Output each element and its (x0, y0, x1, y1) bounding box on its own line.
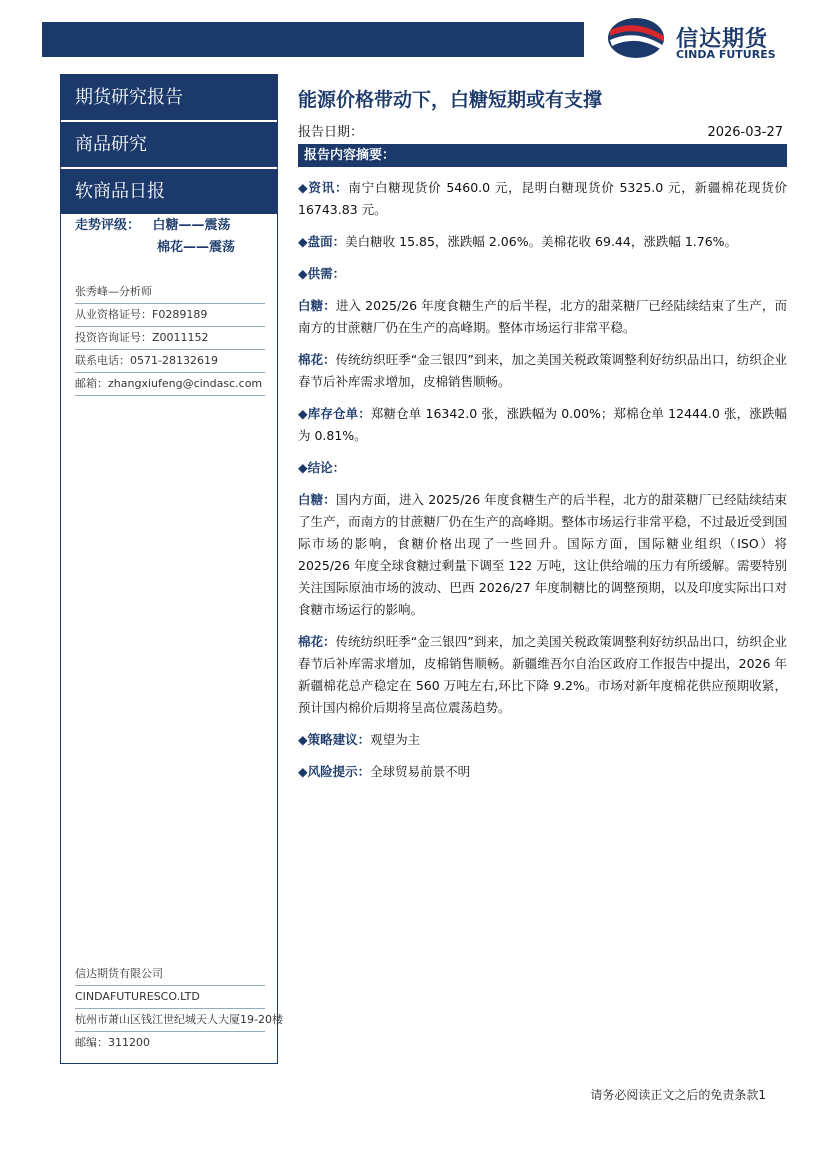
risk-label: 风险提示： (307, 764, 371, 779)
sidebar-block-category: 商品研究 (61, 122, 277, 167)
risk-paragraph (298, 761, 787, 783)
market-text: 美白糖收 15.85，涨跌幅 2.06%。美棉花收 69.44，涨跌幅 1.76%。 (345, 234, 738, 249)
diamond-bullet-icon: ◆ (298, 406, 308, 421)
rating-label: 走势评级： (75, 218, 141, 233)
analyst-email: 邮箱：zhangxiufeng@cindasc.com (75, 373, 265, 396)
strategy-label: 策略建议： (307, 732, 371, 747)
conclusion-label: 结论： (307, 460, 346, 475)
company-name-en: CINDAFUTURESCO.LTD (75, 986, 265, 1009)
diamond-bullet-icon: ◆ (298, 460, 308, 475)
diamond-bullet-icon: ◆ (298, 266, 308, 281)
supply-sugar-paragraph (298, 295, 787, 339)
diamond-bullet-icon: ◆ (298, 234, 308, 249)
news-paragraph (298, 177, 787, 221)
report-date-label: 报告日期： (298, 125, 364, 140)
inventory-text: 郑糖仓单 16342.0 张，涨跌幅为 0.00%；郑棉仓单 12444.0 张，涨跌幅为 0.81%。 (298, 406, 787, 443)
sidebar-block-report-type: 期货研究报告 (61, 75, 277, 120)
supply-label: 供需： (307, 266, 346, 281)
trend-rating (75, 215, 235, 259)
sugar-label: 白糖： (298, 492, 336, 507)
news-text: 南宁白糖现货价 5460.0 元，昆明白糖现货价 5325.0 元，新疆棉花现货价 16743.83 元。 (298, 180, 787, 217)
analyst-qualification: 从业资格证号：F0289189 (75, 304, 265, 327)
supply-cotton-text: 传统纺织旺季“金三银四”到来，加之美国关税政策调整利好纺织品出口，纺织企业春节后补库需求增加，皮棉销售顺畅。 (298, 352, 787, 389)
market-paragraph (298, 231, 787, 253)
strategy-paragraph (298, 729, 787, 751)
sidebar-block-series: 软商品日报 (61, 169, 277, 214)
conclusion-cotton-paragraph (298, 631, 787, 719)
conclusion-cotton-text: 传统纺织旺季“金三银四”到来，加之美国关税政策调整利好纺织品出口，纺织企业春节后补库需求增加，皮棉销售顺畅。新疆维吾尔自治区政府工作报告中提出，2026 年新疆棉花总产稳定在 560 万吨左右,环比下降 9.2%。市场对新年度棉花供应预期收紧，预计国内棉价后期将呈高位震荡趋势。 (298, 634, 787, 715)
report-body (298, 84, 787, 783)
diamond-bullet-icon: ◆ (298, 180, 309, 195)
report-date-row (298, 122, 787, 145)
news-label: 资讯： (308, 180, 349, 195)
company-postcode: 邮编：311200 (75, 1036, 150, 1049)
footer-disclaimer: 请务必阅读正文之后的免责条款1 (590, 1088, 766, 1102)
supply-sugar-text: 进入 2025/26 年度食糖生产的后半程，北方的甜菜糖厂已经陆续结束了生产，而南方的甘蔗糖厂仍在生产的高峰期。整体市场运行非常平稳。 (298, 298, 787, 335)
strategy-text: 观望为主 (370, 732, 421, 747)
conclusion-sugar-paragraph (298, 489, 787, 621)
cinda-logo-icon (606, 16, 668, 60)
summary-heading: 报告内容摘要： (298, 145, 787, 167)
sidebar (60, 74, 283, 1064)
rating-cotton: 棉花——震荡 (157, 240, 236, 255)
rating-sugar: 白糖——震荡 (152, 218, 231, 233)
company-address: 杭州市萧山区钱江世纪城天人大厦19-20楼 (75, 1009, 265, 1032)
risk-text: 全球贸易前景不明 (370, 764, 471, 779)
sugar-label: 白糖： (298, 298, 336, 313)
brand-name-cn: 信达期货 (676, 27, 769, 52)
supply-cotton-paragraph (298, 349, 787, 393)
diamond-bullet-icon: ◆ (298, 764, 308, 779)
inventory-paragraph (298, 403, 787, 447)
analyst-info (75, 281, 265, 396)
company-name: 信达期货有限公司 (75, 963, 265, 986)
cotton-label: 棉花： (298, 634, 336, 649)
analyst-phone: 联系电话：0571-28132619 (75, 350, 265, 373)
inventory-label: 库存仓单： (307, 406, 371, 421)
report-date: 2026-03-27 (707, 125, 783, 140)
supply-heading (298, 263, 787, 285)
report-title: 能源价格带动下，白糖短期或有支撑 (298, 89, 603, 111)
analyst-consulting-id: 投资咨询证号：Z0011152 (75, 327, 265, 350)
conclusion-sugar-text: 国内方面，进入 2025/26 年度食糖生产的后半程，北方的甜菜糖厂已经陆续结束了生产，而南方的甘蔗糖厂仍在生产的高峰期。整体市场运行非常平稳，不过最近受到国际市场的影响，食糖价格出现了一些回升。国际方面，国际糖业组织（ISO）将 2025/26 年度全球食糖过剩量下调至 122 万吨，这让供给端的压力有所缓解。需要特别关注国际原油市场的波动、巴西 2026/27 年度制糖比的调整预期，以及印度实际出口对食糖市场运行的影响。 (298, 492, 787, 617)
company-info (75, 963, 283, 1054)
brand-name-en: CINDA FUTURES (676, 48, 776, 61)
cinda-logo (606, 16, 796, 60)
market-label: 盘面： (307, 234, 346, 249)
analyst-name: 张秀峰—分析师 (75, 281, 265, 304)
cotton-label: 棉花： (298, 352, 336, 367)
diamond-bullet-icon: ◆ (298, 732, 308, 747)
conclusion-heading (298, 457, 787, 479)
header-bar (42, 22, 584, 57)
